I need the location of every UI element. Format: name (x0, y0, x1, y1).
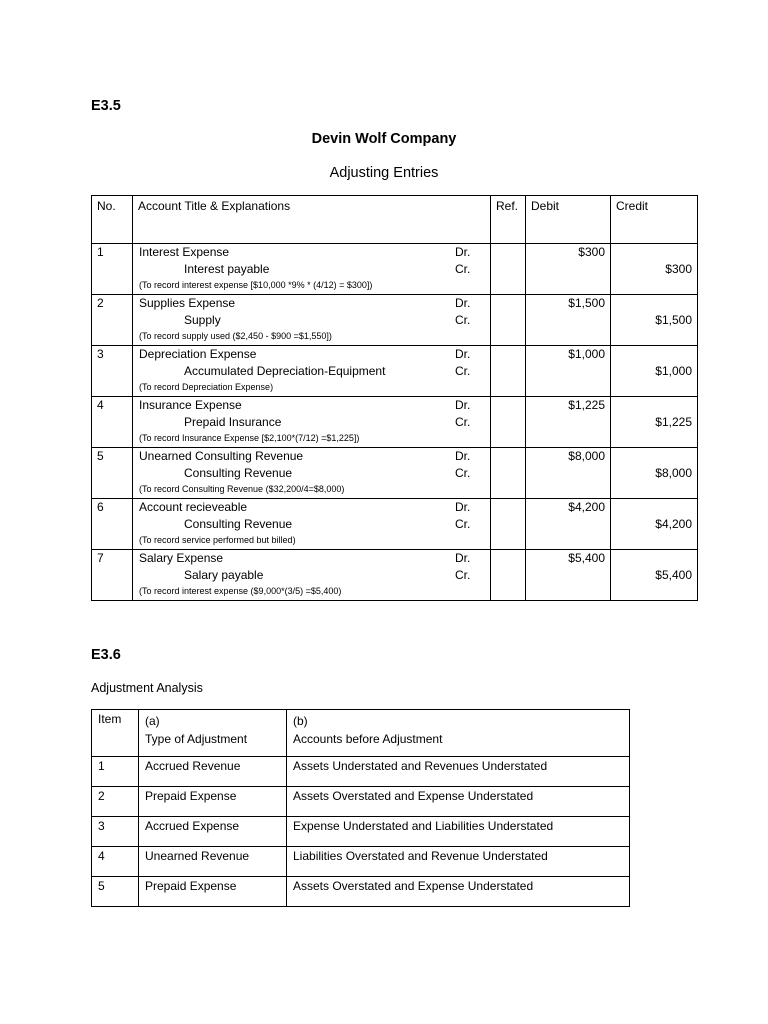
header-debit: Debit (526, 196, 611, 244)
cr-label: Cr. (455, 568, 471, 582)
entry-credit-cell (611, 346, 698, 397)
cr-label: Cr. (455, 517, 471, 531)
entry-number: 5 (92, 448, 133, 499)
entry-account-cell (133, 550, 491, 601)
debit-account: Salary Expense (139, 551, 224, 565)
analysis-type: Accrued Expense (139, 817, 287, 847)
analysis-item: 4 (92, 847, 139, 877)
entry-number: 7 (92, 550, 133, 601)
entry-number: 6 (92, 499, 133, 550)
header-b-label: Accounts before Adjustment (293, 732, 443, 746)
entry-explanation: (To record interest expense ($9,000*(3/5) =$5,400) (139, 586, 342, 596)
table-row (92, 448, 698, 499)
entry-account-cell (133, 244, 491, 295)
entry-explanation: (To record interest expense [$10,000 *9% * (4/12) = $300]) (139, 280, 373, 290)
debit-account: Depreciation Expense (139, 347, 257, 361)
debit-amount: $300 (578, 245, 605, 259)
entry-account-cell (133, 397, 491, 448)
table-row (92, 847, 630, 877)
entry-ref (491, 499, 526, 550)
credit-amount: $1,000 (655, 364, 692, 378)
analysis-item: 1 (92, 757, 139, 787)
header-item: Item (92, 710, 139, 757)
entry-explanation: (To record Insurance Expense [$2,100*(7/12) =$1,225]) (139, 433, 360, 443)
credit-account: Consulting Revenue (184, 517, 293, 531)
entry-explanation: (To record supply used ($2,450 - $900 =$1,550]) (139, 331, 332, 341)
table-row (92, 817, 630, 847)
table-row (92, 877, 630, 907)
debit-account: Insurance Expense (139, 398, 242, 412)
debit-account: Interest Expense (139, 245, 230, 259)
analysis-item: 5 (92, 877, 139, 907)
analysis-header-row (92, 710, 630, 757)
analysis-accounts: Assets Overstated and Expense Understated (287, 877, 630, 907)
entry-number: 1 (92, 244, 133, 295)
e36-heading: E3.6 (91, 647, 121, 663)
analysis-type: Prepaid Expense (139, 787, 287, 817)
header-b-letter: (b) (293, 714, 308, 728)
credit-account: Consulting Revenue (184, 466, 293, 480)
header-a-letter: (a) (145, 714, 160, 728)
dr-label: Dr. (455, 398, 471, 412)
e35-heading: E3.5 (91, 98, 121, 114)
entry-credit-cell (611, 244, 698, 295)
header-account: Account Title & Explanations (133, 196, 491, 244)
entry-ref (491, 346, 526, 397)
table-row (92, 550, 698, 601)
entry-ref (491, 448, 526, 499)
debit-amount: $1,225 (568, 398, 605, 412)
credit-amount: $300 (665, 262, 692, 276)
debit-account: Account recieveable (139, 500, 248, 514)
entry-account-cell (133, 295, 491, 346)
credit-amount: $8,000 (655, 466, 692, 480)
table-row (92, 346, 698, 397)
table-header-row (92, 196, 698, 244)
header-a-label: Type of Adjustment (145, 732, 248, 746)
analysis-item: 3 (92, 817, 139, 847)
header-credit: Credit (611, 196, 698, 244)
adjustment-analysis-subtitle: Adjustment Analysis (91, 681, 203, 695)
cr-label: Cr. (455, 466, 471, 480)
table-row (92, 397, 698, 448)
debit-amount: $5,400 (568, 551, 605, 565)
cr-label: Cr. (455, 262, 471, 276)
company-title: Devin Wolf Company (311, 131, 457, 147)
entry-explanation: (To record Consulting Revenue ($32,200/4=$8,000) (139, 484, 345, 494)
analysis-item: 2 (92, 787, 139, 817)
entry-number: 4 (92, 397, 133, 448)
table-row (92, 787, 630, 817)
entry-ref (491, 295, 526, 346)
credit-account: Accumulated Depreciation-Equipment (184, 364, 386, 378)
cr-label: Cr. (455, 415, 471, 429)
credit-amount: $1,500 (655, 313, 692, 327)
credit-account: Supply (184, 313, 221, 327)
credit-account: Salary payable (184, 568, 264, 582)
analysis-type: Unearned Revenue (139, 847, 287, 877)
entry-ref (491, 397, 526, 448)
adjusting-entries-subtitle: Adjusting Entries (329, 165, 439, 181)
entry-account-cell (133, 499, 491, 550)
analysis-accounts: Liabilities Overstated and Revenue Understated (287, 847, 630, 877)
entry-debit-cell (526, 244, 611, 295)
debit-amount: $4,200 (568, 500, 605, 514)
entry-debit-cell (526, 295, 611, 346)
header-no: No. (92, 196, 133, 244)
entry-debit-cell (526, 499, 611, 550)
header-ref: Ref. (491, 196, 526, 244)
credit-amount: $4,200 (655, 517, 692, 531)
cr-label: Cr. (455, 313, 471, 327)
entry-number: 3 (92, 346, 133, 397)
adjusting-entries-table (91, 195, 698, 601)
entry-debit-cell (526, 397, 611, 448)
entry-credit-cell (611, 499, 698, 550)
dr-label: Dr. (455, 551, 471, 565)
dr-label: Dr. (455, 449, 471, 463)
table-row (92, 295, 698, 346)
header-accounts-before-adjustment (287, 710, 630, 757)
table-row (92, 499, 698, 550)
entry-number: 2 (92, 295, 133, 346)
credit-account: Prepaid Insurance (184, 415, 282, 429)
credit-amount: $5,400 (655, 568, 692, 582)
analysis-type: Prepaid Expense (139, 877, 287, 907)
credit-amount: $1,225 (655, 415, 692, 429)
entry-explanation: (To record Depreciation Expense) (139, 382, 274, 392)
dr-label: Dr. (455, 347, 471, 361)
entry-ref (491, 244, 526, 295)
analysis-accounts: Expense Understated and Liabilities Understated (287, 817, 630, 847)
credit-account: Interest payable (184, 262, 270, 276)
entry-debit-cell (526, 448, 611, 499)
dr-label: Dr. (455, 245, 471, 259)
debit-account: Supplies Expense (139, 296, 236, 310)
debit-account: Unearned Consulting Revenue (139, 449, 304, 463)
entry-credit-cell (611, 448, 698, 499)
entry-debit-cell (526, 346, 611, 397)
analysis-type: Accrued Revenue (139, 757, 287, 787)
cr-label: Cr. (455, 364, 471, 378)
debit-amount: $1,500 (568, 296, 605, 310)
analysis-accounts: Assets Understated and Revenues Understated (287, 757, 630, 787)
entry-credit-cell (611, 295, 698, 346)
dr-label: Dr. (455, 500, 471, 514)
dr-label: Dr. (455, 296, 471, 310)
entry-credit-cell (611, 397, 698, 448)
entry-debit-cell (526, 550, 611, 601)
entry-credit-cell (611, 550, 698, 601)
debit-amount: $8,000 (568, 449, 605, 463)
entry-account-cell (133, 448, 491, 499)
analysis-accounts: Assets Overstated and Expense Understated (287, 787, 630, 817)
entry-ref (491, 550, 526, 601)
debit-amount: $1,000 (568, 347, 605, 361)
adjustment-analysis-table (91, 709, 630, 907)
header-type-of-adjustment (139, 710, 287, 757)
entry-account-cell (133, 346, 491, 397)
table-row (92, 244, 698, 295)
table-row (92, 757, 630, 787)
entry-explanation: (To record service performed but billed) (139, 535, 296, 545)
